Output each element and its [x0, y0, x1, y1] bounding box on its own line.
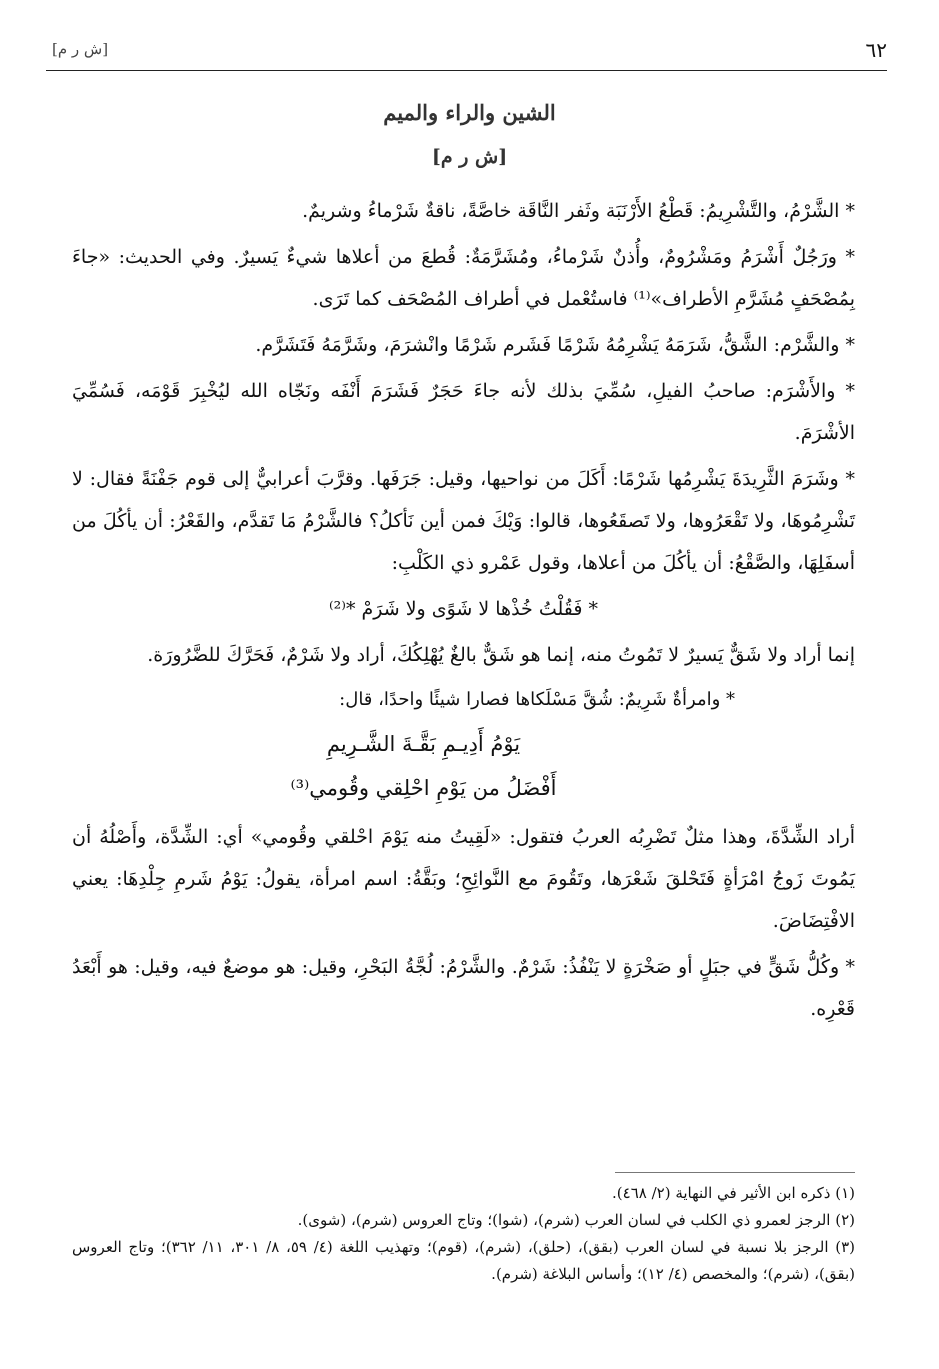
poem-line: يَوْمُ أَدِيـمِ بَقَّـةَ الشَّـرِيمِ	[326, 732, 521, 756]
entry-paragraph: * وشَرَمَ الثَّرِيدَةَ يَشْرِمُها شَرْمًا: أَكَلَ من نواحيها، وقيل: جَرَفَها. وقرَّبَ أعرابيٌّ إلى قوم جَفْنَةً فقال: لا تَشْرِمُوهَا، ولا تَقْعَرُوها، ولا تَصقَعُوها، قالوا: وَيْكَ فمن أين نَأكلُ؟ فالشَّرْمُ مَا تَقدَّم، والقَعْرُ: أن يأكُلَ من أسفَلِهَا، والصَّقْعُ: أن يأكُلَ من أعلاها، وقول عَمْرو ذي الكَلْبِ:	[72, 468, 855, 574]
footnote: (٣) الرجز بلا نسبة في لسان العرب (بقق)، (حلق)، (شرم)، (قوم)؛ وتهذيب اللغة (٤/ ٥٩، ٨/ ٣٠١، ١١/ ٣٦٢)؛ وتاج العروس (بقق)، (شرم)؛ والمخصص (٤/ ١٢)؛ وأساس البلاغة (شرم).	[72, 1238, 855, 1283]
entry-paragraph: * وامرأةٌ شَرِيمٌ: شُقَّ مَسْلَكاها فصارا شيئًا واحدًا، قال:	[339, 689, 735, 710]
footnote: (٢) الرجز لعمرو ذي الكلب في لسان العرب (شرم)، (شوا)؛ وتاج العروس (شرم)، (شوى).	[297, 1211, 855, 1229]
dictionary-entries	[72, 190, 855, 1034]
page-number: ٦٢	[865, 38, 887, 62]
footnotes	[72, 1180, 855, 1288]
entry-paragraph: * الشَّرْمُ، والتَّشْرِيمُ: قَطْعُ الأَرْنَبَة وثَفر النَّاقَة خاصَّةً، ناقةٌ شَرْماءُ وشريمٌ.	[302, 200, 855, 222]
entry-paragraph: * والأَشْرَم: صاحبُ الفيلِ، سُمِّيَ بذلك لأنه جاءَ حَجَرٌ فَشَرَمَ أَنْفَه ونَجّاه الله ليُخْبِرَ قَوْمَه، فَسُمِّيَ الأشْرَمَ.	[72, 380, 855, 444]
running-root-label: [ش ر م]	[52, 40, 109, 58]
poem-line: أَفْضَلُ من يَوْمِ احْلِقي وقُومي⁽³⁾	[290, 776, 557, 800]
entry-paragraph: * ورَجُلٌ أَشْرَمُ ومَشْرُومٌ، وأُذنٌ شَرْماءُ، ومُشَرَّمَةٌ: قُطعَ من أعلاها شيءٌ يَسيرٌ. وفي الحديث: «جاءَ بِمُصْحَفٍ مُشَرَّمِ الأطراف»⁽¹⁾ فاستُعْمل في أطراف المُصْحَف كما تَرَى.	[72, 246, 855, 310]
root-heading: [ش ر م]	[431, 146, 508, 168]
section-heading: الشين والراء والميم	[383, 100, 556, 125]
entry-paragraph: أراد الشِّدَّةَ، وهذا مثلٌ تَضْرِبُه العربُ فتقول: «لَقِيتُ منه يَوْمَ احْلقي وقُومي» أي: الشِّدَّة، وأَصْلُهُ أن يَمُوتَ زَوجُ امْرَأةٍ فَتَحْلقَ شَعْرَها، وتَقُومَ مع النَّوائِحِ؛ وبَقَّةُ: اسم امرأة، يقولُ: يَوْمُ شَرمِ جِلْدِهَا: يعني الافْتِضَاضَ.	[72, 826, 855, 932]
running-header	[46, 34, 887, 71]
footnote: (١) ذكره ابن الأثير في النهاية (٢/ ٤٦٨).	[612, 1184, 855, 1202]
verse-quote: * فَقُلْتُ خُذْها لا شَوًى ولا شَرَمْ *⁽²⁾	[328, 598, 599, 620]
poem-verse	[72, 722, 855, 810]
entry-paragraph: إنما أراد ولا شَقٌّ يَسيرٌ لا تَمُوتُ منه، إنما هو شَقٌّ بالغٌ يُهْلِكُكَ، أراد ولا شَرْمٌ، فَحَرَّكَ للضَّرُورَة.	[147, 644, 855, 666]
entry-paragraph: * والشَّرْم: الشَّقُّ، شَرَمَهُ يَشْرِمُهُ شَرْمًا فَشَرم شَرْمًا وانْشرَمَ، وشَرَّمَهُ فَتَشَرَّم.	[255, 334, 855, 356]
footnote-divider	[615, 1172, 855, 1173]
entry-paragraph: * وكُلُّ شَقٍّ في جبَلٍ أو صَخْرَةٍ لا يَنْفُذُ: شَرْمٌ. والشَّرْمُ: لُجَّةُ البَحْرِ، وقيل: هو موضعٌ فيه، وقيل: هو أَبْعَدُ قَعْرِه.	[72, 956, 855, 1020]
